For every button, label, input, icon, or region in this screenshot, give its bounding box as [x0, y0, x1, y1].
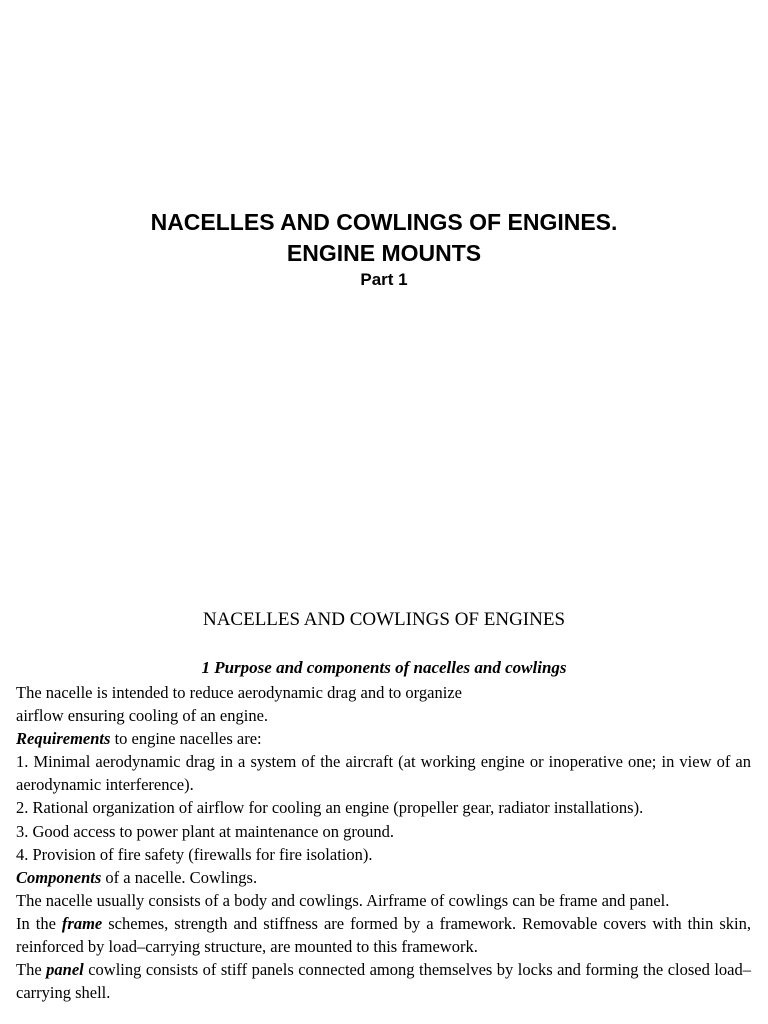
- frame-prefix: In the: [16, 913, 62, 933]
- panel-term: panel: [46, 960, 84, 980]
- document-title-line2: ENGINE MOUNTS: [286, 240, 482, 266]
- part-label: Part 1: [360, 270, 408, 289]
- body-text: [16, 681, 751, 1004]
- panel-text: cowling consists of stiff panels connected among themselves by locks and forming the closed load–carrying shell.: [16, 960, 751, 1003]
- requirement-item: 2. Rational organization of airflow for cooling an engine (propeller gear, radiator installations).: [16, 798, 644, 818]
- frame-text: schemes, strength and stiffness are formed by a framework. Removable covers with thin skin, reinforced by load–carrying structure, are mounted to this framework.: [16, 913, 751, 957]
- requirements-text: to engine nacelles are:: [110, 729, 262, 749]
- components-text: of a nacelle. Cowlings.: [101, 867, 258, 887]
- requirement-item: 3. Good access to power plant at maintenance on ground.: [16, 821, 395, 841]
- panel-prefix: The: [16, 960, 47, 980]
- requirement-item: 1. Minimal aerodynamic drag in a system of the aircraft (at working engine or inoperative one; in view of an aerodynamic interference).: [16, 752, 751, 795]
- panel-paragraph: [16, 958, 751, 1004]
- intro-line: The nacelle is intended to reduce aerodynamic drag and to organize: [16, 683, 462, 702]
- sub-heading: 1 Purpose and components of nacelles and cowlings: [201, 658, 567, 677]
- requirements-term: Requirements: [16, 729, 111, 749]
- frame-paragraph: [16, 912, 751, 958]
- requirements-paragraph: [16, 727, 751, 750]
- document-title: NACELLES AND COWLINGS OF ENGINES.: [150, 209, 618, 235]
- components-term: Components: [16, 867, 102, 887]
- requirement-item: 4. Provision of fire safety (firewalls for fire isolation).: [16, 844, 373, 864]
- body-cowlings-paragraph: The nacelle usually consists of a body and cowlings. Airframe of cowlings can be frame and panel.: [16, 890, 670, 910]
- frame-term: frame: [61, 913, 103, 933]
- components-paragraph: [16, 866, 751, 889]
- section-heading: NACELLES AND COWLINGS OF ENGINES: [202, 609, 566, 630]
- intro-line: airflow ensuring cooling of an engine.: [16, 706, 269, 726]
